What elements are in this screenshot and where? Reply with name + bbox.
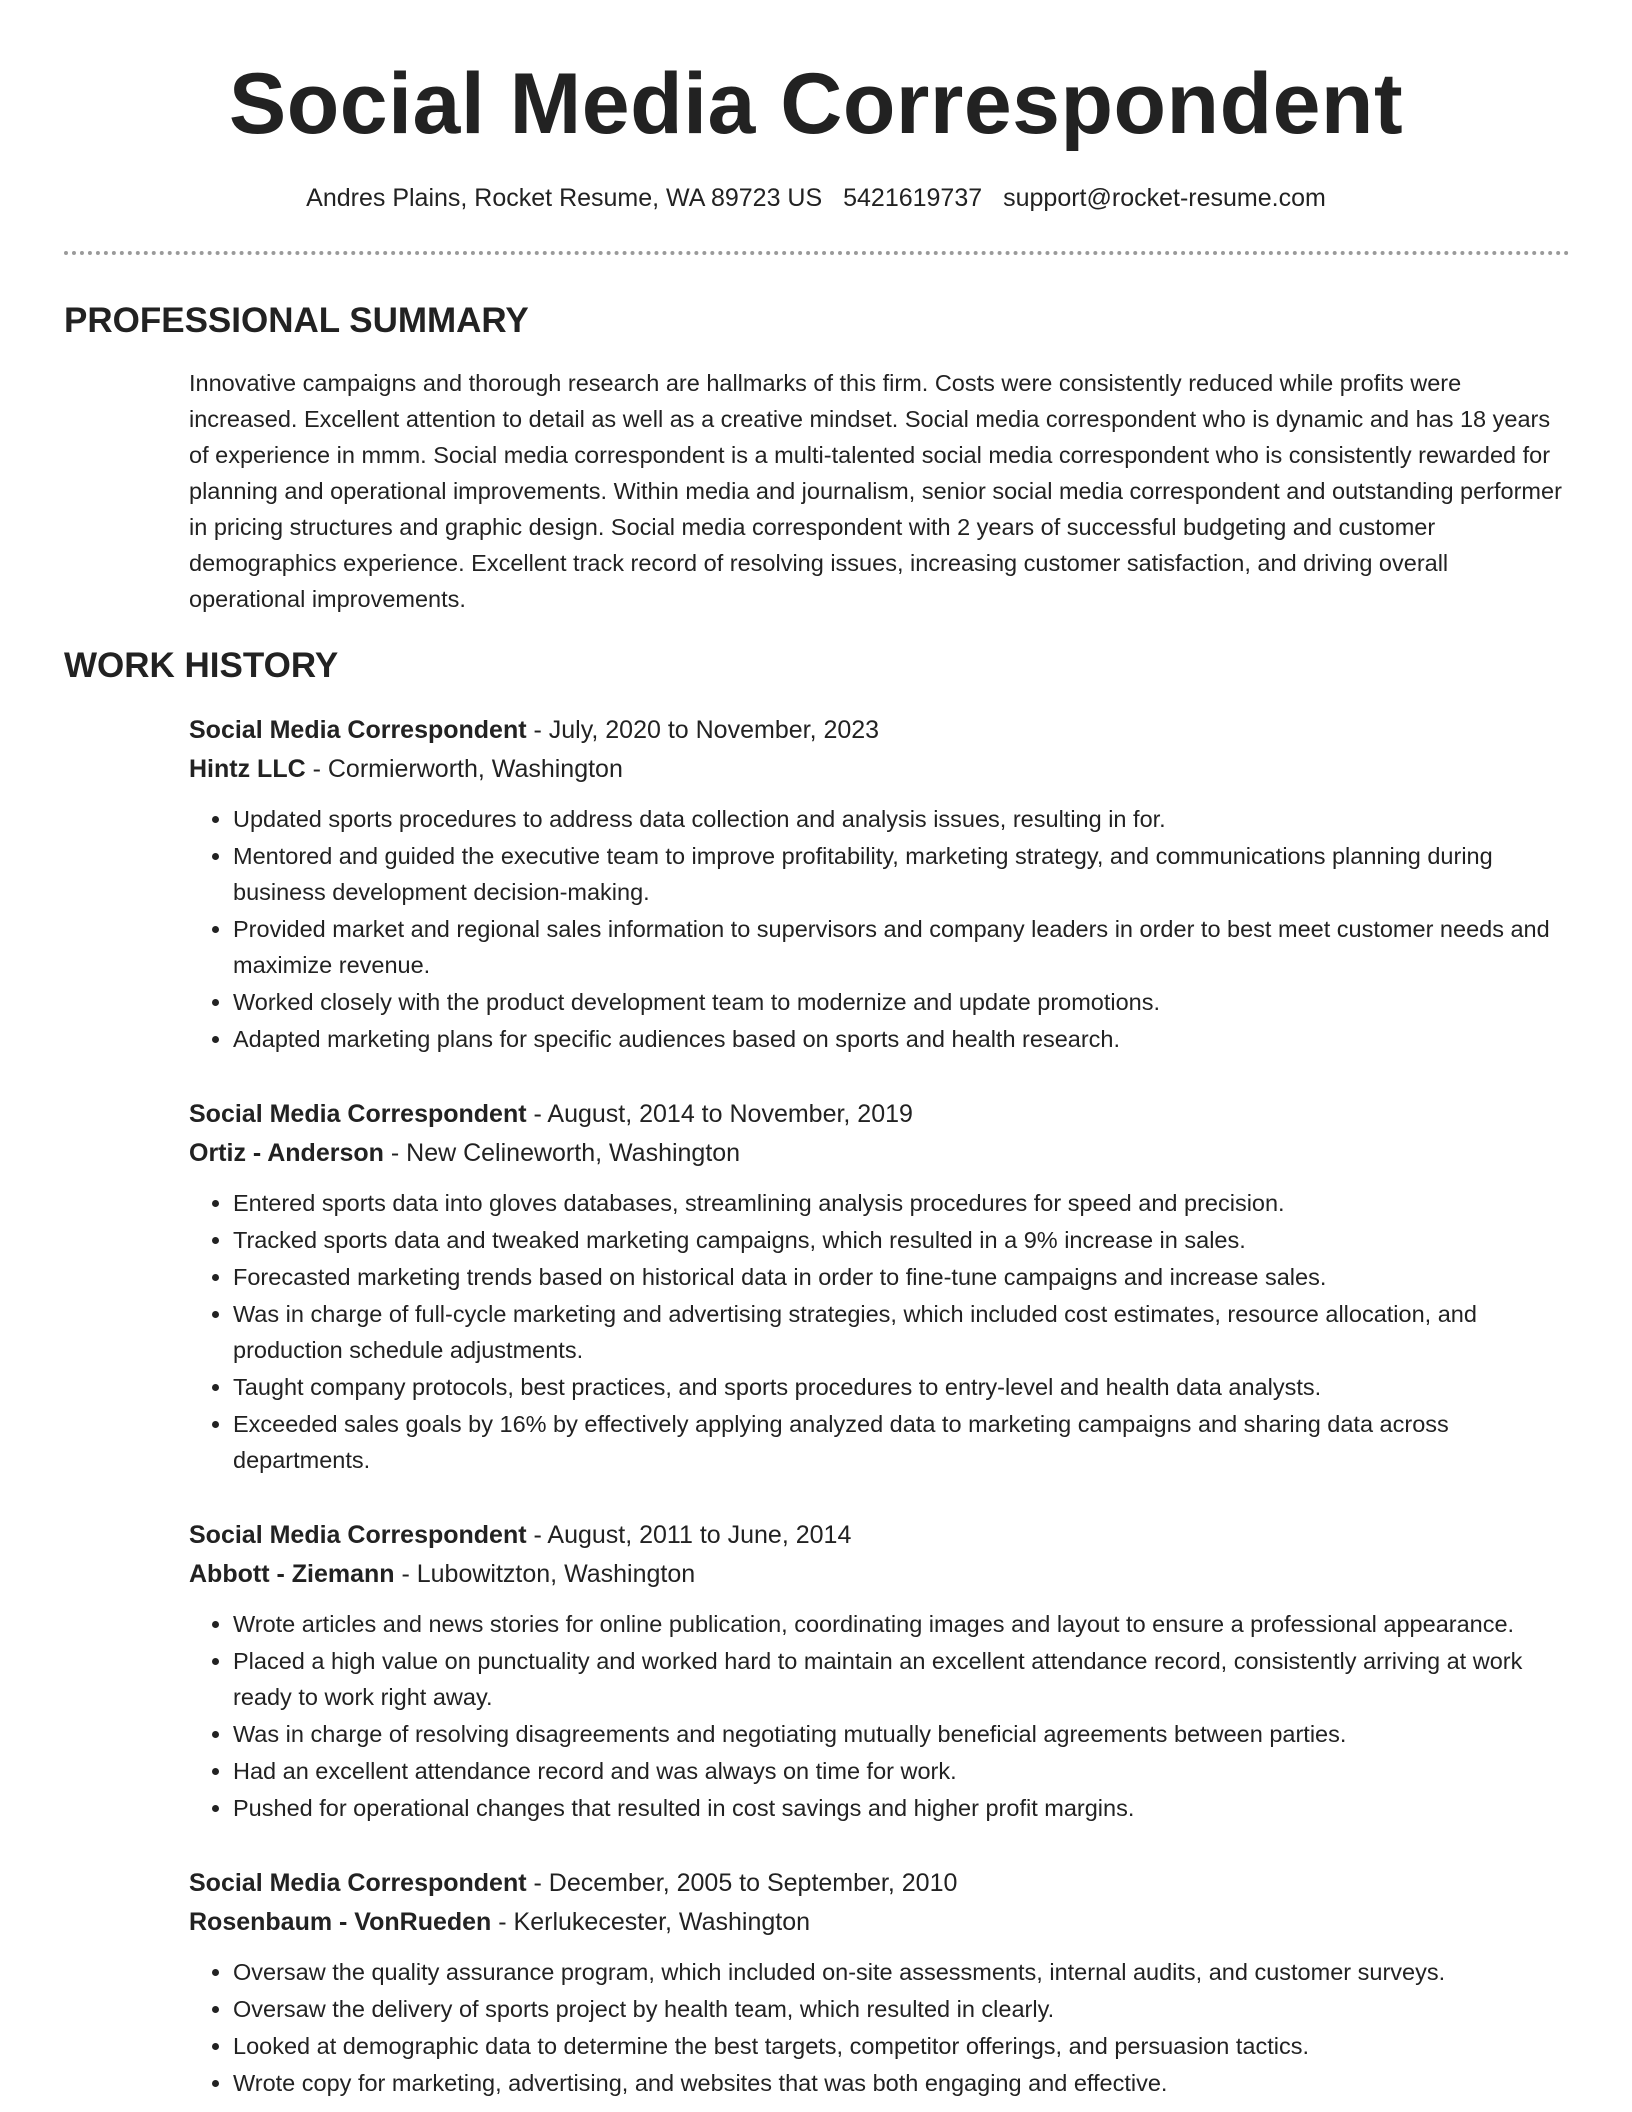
- resume-header: [0, 52, 1632, 214]
- job-title-line: [189, 1864, 1569, 1903]
- job-company-line: [189, 750, 1569, 789]
- header-divider: [64, 251, 1570, 255]
- job-location: - Kerlukecester, Washington: [491, 1908, 811, 1936]
- job-bullets: [189, 1954, 1569, 2101]
- job-company: Hintz LLC: [189, 755, 306, 783]
- job-dates: - August, 2011 to June, 2014: [526, 1521, 852, 1549]
- summary-text: Innovative campaigns and thorough research are hallmarks of this firm. Costs were consistently reduced while profits were increased. Excellent attention to detail as well as a creative mindset. Social media correspondent who is dynamic and has 18 years of experience in mmm. Social media correspondent is a multi-talented social media correspondent who is consistently rewarded for planning and operational improvements. Within media and journalism, senior social media correspondent and outstanding performer in pricing structures and graphic design. Social media correspondent with 2 years of successful budgeting and customer demographics experience. Excellent track record of resolving issues, increasing customer satisfaction, and driving overall operational improvements.: [189, 370, 1562, 612]
- work-history-section: [189, 711, 1569, 2112]
- job-bullets: [189, 1606, 1569, 1826]
- job-entry: [189, 1095, 1569, 1478]
- candidate-name: Social Media Correspondent: [228, 56, 1404, 152]
- job-company-line: [189, 1134, 1569, 1173]
- job-company: Abbott - Ziemann: [189, 1560, 395, 1588]
- job-dates: - July, 2020 to November, 2023: [526, 716, 880, 744]
- job-bullet: • Worked closely with the product development team to modernize and update promotions.: [233, 984, 1569, 1020]
- job-bullet: • Placed a high value on punctuality and worked hard to maintain an excellent attendance record, consistently arriving at work ready to work right away.: [233, 1643, 1569, 1715]
- summary-heading: PROFESSIONAL SUMMARY: [64, 301, 529, 340]
- job-bullet: • Entered sports data into gloves databases, streamlining analysis procedures for speed and precision.: [233, 1185, 1569, 1221]
- job-location: - Cormierworth, Washington: [305, 755, 623, 783]
- job-bullet: • Adapted marketing plans for specific audiences based on sports and health research.: [233, 1021, 1569, 1057]
- job-entry: [189, 711, 1569, 1057]
- job-entry: [189, 1864, 1569, 2101]
- job-title: Social Media Correspondent: [189, 716, 527, 744]
- job-bullet: • Taught company protocols, best practices, and sports procedures to entry-level and health data analysts.: [233, 1369, 1569, 1405]
- job-bullet: • Forecasted marketing trends based on historical data in order to fine-tune campaigns and increase sales.: [233, 1259, 1569, 1295]
- job-title: Social Media Correspondent: [189, 1100, 527, 1128]
- contact-line: [0, 182, 1632, 214]
- summary-section: [189, 365, 1569, 617]
- job-dates: - August, 2014 to November, 2019: [526, 1100, 913, 1128]
- job-bullet: • Wrote copy for marketing, advertising, and websites that was both engaging and effective.: [233, 2065, 1569, 2101]
- job-bullet: • Updated sports procedures to address data collection and analysis issues, resulting in for.: [233, 801, 1569, 837]
- job-bullets: [189, 1185, 1569, 1478]
- contact-email: support@rocket-resume.com: [1003, 184, 1326, 212]
- job-company-line: [189, 1903, 1569, 1942]
- job-bullet: • Tracked sports data and tweaked marketing campaigns, which resulted in a 9% increase in sales.: [233, 1222, 1569, 1258]
- job-bullet: • Oversaw the quality assurance program, which included on-site assessments, internal audits, and customer surveys.: [233, 1954, 1569, 1990]
- job-company-line: [189, 1555, 1569, 1594]
- job-dates: - December, 2005 to September, 2010: [526, 1869, 958, 1897]
- job-location: - New Celineworth, Washington: [383, 1139, 741, 1167]
- job-bullet: • Provided market and regional sales information to supervisors and company leaders in order to best meet customer needs and maximize revenue.: [233, 911, 1569, 983]
- job-bullet: • Was in charge of resolving disagreements and negotiating mutually beneficial agreements between parties.: [233, 1716, 1569, 1752]
- contact-address: Andres Plains, Rocket Resume, WA 89723 US: [306, 184, 823, 212]
- job-bullet: • Was in charge of full-cycle marketing and advertising strategies, which included cost estimates, resource allocation, and production schedule adjustments.: [233, 1296, 1569, 1368]
- job-bullet: • Wrote articles and news stories for online publication, coordinating images and layout to ensure a professional appearance.: [233, 1606, 1569, 1642]
- job-bullet: • Oversaw the delivery of sports project by health team, which resulted in clearly.: [233, 1991, 1569, 2027]
- job-bullet: • Pushed for operational changes that resulted in cost savings and higher profit margins.: [233, 1790, 1569, 1826]
- job-title: Social Media Correspondent: [189, 1521, 527, 1549]
- job-bullets: [189, 801, 1569, 1057]
- job-entry: [189, 1516, 1569, 1826]
- job-bullet: • Mentored and guided the executive team to improve profitability, marketing strategy, and communications planning during business development decision-making.: [233, 838, 1569, 910]
- contact-phone: 5421619737: [843, 184, 983, 212]
- job-title-line: [189, 711, 1569, 750]
- job-title-line: [189, 1516, 1569, 1555]
- job-bullet: • Had an excellent attendance record and was always on time for work.: [233, 1753, 1569, 1789]
- job-title-line: [189, 1095, 1569, 1134]
- job-bullet: • Exceeded sales goals by 16% by effectively applying analyzed data to marketing campaigns and sharing data across departments.: [233, 1406, 1569, 1478]
- job-company: Rosenbaum - VonRueden: [189, 1908, 492, 1936]
- job-title: Social Media Correspondent: [189, 1869, 527, 1897]
- job-location: - Lubowitzton, Washington: [394, 1560, 696, 1588]
- job-bullet: • Looked at demographic data to determine the best targets, competitor offerings, and persuasion tactics.: [233, 2028, 1569, 2064]
- job-company: Ortiz - Anderson: [189, 1139, 384, 1167]
- work-history-heading: WORK HISTORY: [64, 646, 339, 685]
